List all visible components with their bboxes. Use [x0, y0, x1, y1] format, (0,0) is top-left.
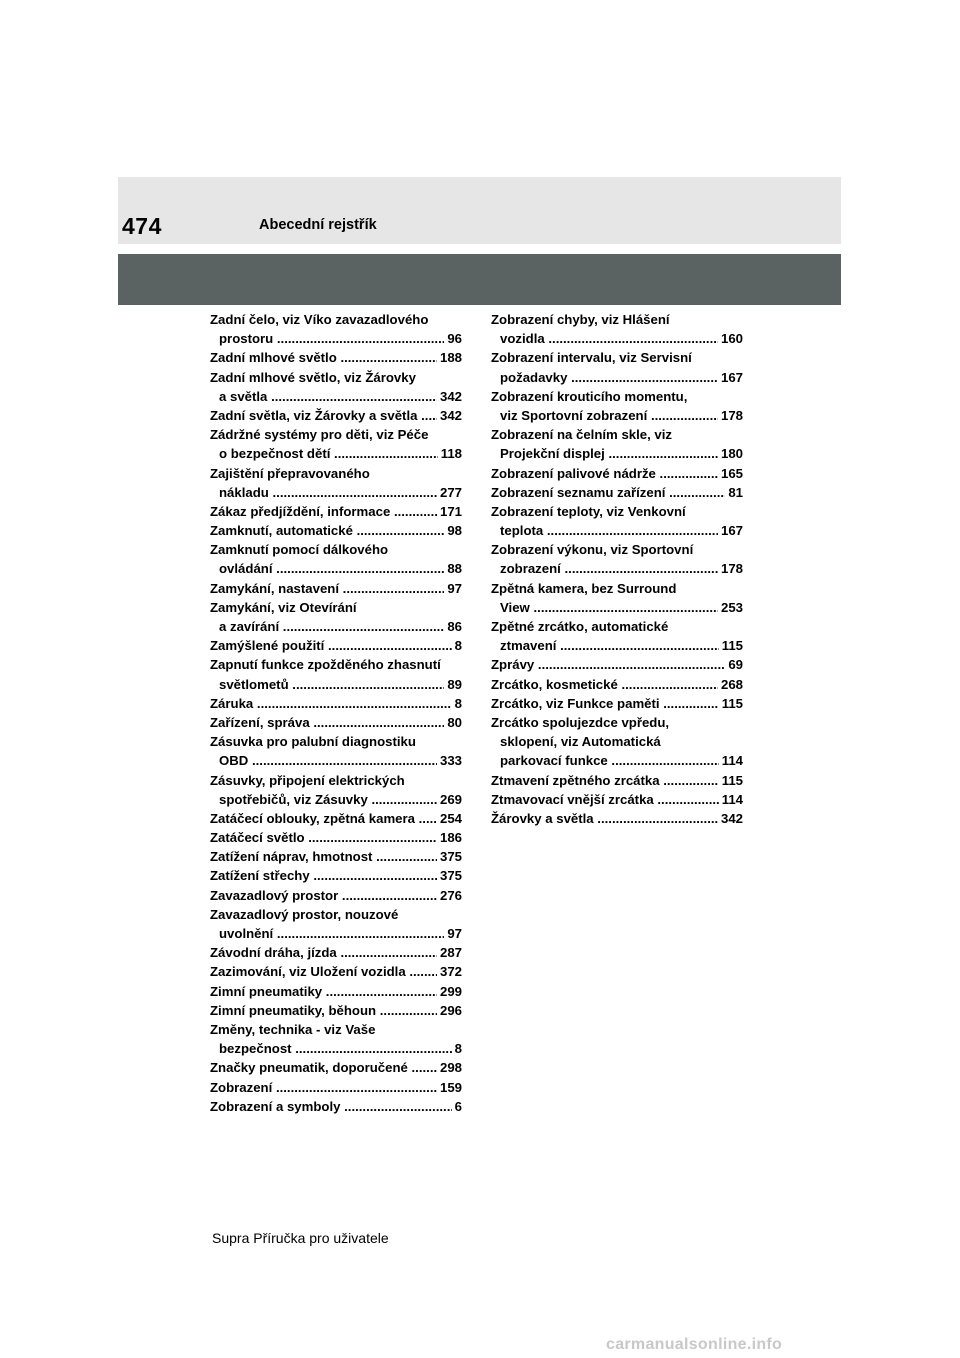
index-entry-page: 96: [444, 329, 462, 348]
index-entry-text: Žárovky a světla .....: [491, 809, 743, 828]
index-entry-text: Zpětné zrcátko, automatické: [491, 619, 669, 634]
index-entry-text: nákladu .....: [210, 483, 462, 502]
index-entry: [210, 1078, 462, 1097]
index-entry-text: Zadní čelo, viz Víko zavazadlového: [210, 312, 429, 327]
index-entry-text: bezpečnost .....: [210, 1039, 462, 1058]
index-entry-text: spotřebičů, viz Zásuvky .....: [210, 790, 462, 809]
index-entry: [210, 962, 462, 981]
index-entry-text: Ztmavovací vnější zrcátka .....: [491, 790, 743, 809]
index-entry: [491, 579, 743, 598]
watermark: carmanualsonline.info: [606, 1336, 783, 1353]
index-column-left: [210, 310, 462, 1116]
index-entry-page: 118: [438, 444, 462, 463]
index-entry-page: 276: [437, 886, 462, 905]
index-entry-text: Zadní mlhové světlo, viz Žárovky: [210, 369, 416, 385]
index-entry-text: Zamknutí pomocí dálkového: [210, 542, 389, 558]
index-entry-text: Zařízení, správa .....: [210, 713, 462, 732]
index-entry: [210, 1001, 462, 1020]
index-entry-page: 8: [452, 636, 462, 655]
index-entry-text: sklopení, viz Automatická: [500, 734, 661, 750]
index-entry: [491, 521, 743, 540]
index-entry-text: a zavírání .....: [210, 617, 462, 636]
index-entry-page: 6: [452, 1097, 462, 1116]
index-entry-text: Zatáčecí světlo .....: [210, 828, 462, 847]
index-entry-text: a světla .....: [210, 387, 462, 406]
index-entry: [210, 694, 462, 713]
index-entry-text: Zatížení střechy .....: [210, 866, 462, 885]
index-entry-text: Značky pneumatik, doporučené .....: [210, 1058, 462, 1077]
index-entry: [491, 310, 743, 329]
index-entry-text: Zásuvky, připojení elektrických: [210, 772, 405, 788]
index-entry: [491, 502, 743, 521]
index-entry-page: 114: [719, 751, 743, 770]
index-entry: [210, 406, 462, 425]
index-entry-text: Zamknutí, automatické .....: [210, 521, 462, 540]
index-entry-text: světlometů .....: [210, 675, 462, 694]
index-entry-page: 269: [437, 790, 462, 809]
index-entry: [210, 943, 462, 962]
index-entry-page: 171: [437, 502, 462, 521]
index-entry: [210, 1058, 462, 1077]
index-entry-text: Zobrazení a symboly .....: [210, 1097, 462, 1116]
index-entry-page: 333: [437, 751, 462, 770]
index-entry-text: Zatížení náprav, hmotnost .....: [210, 847, 462, 866]
index-entry: [210, 809, 462, 828]
index-entry-page: 88: [444, 559, 462, 578]
index-entry: [491, 464, 743, 483]
index-entry-text: Zprávy .....: [491, 655, 743, 674]
index-entry-text: Zobrazení palivové nádrže .....: [491, 464, 743, 483]
index-entry-text: Zobrazení intervalu, viz Servisní: [491, 350, 692, 366]
index-entry-page: 8: [452, 1039, 462, 1058]
index-entry-page: 97: [444, 924, 462, 943]
index-entry: [210, 771, 462, 790]
index-entry-text: o bezpečnost dětí .....: [210, 444, 462, 463]
index-entry-page: 89: [444, 675, 462, 694]
index-entry: [210, 310, 462, 329]
index-entry-text: Zapnutí funkce zpožděného zhasnutí: [210, 657, 441, 673]
index-entry-page: 296: [437, 1001, 462, 1020]
index-entry: [210, 540, 462, 559]
index-entry: [210, 982, 462, 1001]
index-entry-text: Záruka .....: [210, 694, 462, 713]
index-entry-page: 277: [437, 483, 462, 502]
index-entry: [210, 790, 462, 809]
header-band: [118, 177, 841, 244]
index-column-right: [491, 310, 743, 828]
index-entry: [210, 1097, 462, 1116]
index-entry-text: Zrcátko, kosmetické .....: [491, 675, 743, 694]
index-entry: [491, 406, 743, 425]
index-entry-page: 342: [718, 809, 743, 828]
index-entry-text: Zobrazení výkonu, viz Sportovní: [491, 542, 694, 558]
index-entry-text: viz Sportovní zobrazení .....: [491, 406, 743, 425]
index-entry-page: 298: [437, 1058, 462, 1077]
index-entry: [210, 732, 462, 751]
index-entry-text: Zamykání, viz Otevírání: [210, 599, 357, 615]
index-entry-page: 287: [437, 943, 462, 962]
index-entry-text: Závodní dráha, jízda .....: [210, 943, 462, 962]
index-entry: [210, 521, 462, 540]
index-entry: [491, 694, 743, 713]
index-entry: [491, 444, 743, 463]
index-entry-text: ztmavení .....: [491, 636, 743, 655]
index-entry-text: Zobrazení seznamu zařízení .....: [491, 483, 743, 502]
index-entry-page: 97: [444, 579, 462, 598]
index-entry-page: 375: [437, 847, 462, 866]
index-entry: [210, 924, 462, 943]
index-entry: [491, 425, 743, 444]
index-entry: [210, 751, 462, 770]
index-entry-page: 178: [718, 559, 743, 578]
index-entry-page: 114: [719, 790, 743, 809]
index-entry-page: 178: [718, 406, 743, 425]
index-entry-text: Projekční displej .....: [491, 444, 743, 463]
index-entry-text: parkovací funkce .....: [491, 751, 743, 770]
index-entry: [491, 348, 743, 367]
index-entry-text: Zatáčecí oblouky, zpětná kamera .....: [210, 809, 462, 828]
index-entry-page: 80: [444, 713, 462, 732]
index-entry: [210, 847, 462, 866]
index-entry: [491, 540, 743, 559]
index-entry: [210, 636, 462, 655]
index-entry-page: 167: [718, 521, 743, 540]
index-entry-page: 115: [719, 771, 743, 790]
index-entry-page: 160: [718, 329, 743, 348]
index-entry-page: 86: [444, 617, 462, 636]
index-entry-text: Zamýšlené použití .....: [210, 636, 462, 655]
index-entry: [210, 828, 462, 847]
index-entry: [210, 559, 462, 578]
page-number: 474: [122, 213, 162, 239]
footer-text: Supra Příručka pro uživatele: [212, 1230, 389, 1246]
index-entry-text: prostoru .....: [210, 329, 462, 348]
index-entry: [491, 713, 743, 732]
index-entry: [210, 368, 462, 387]
index-entry: [491, 790, 743, 809]
index-entry-text: Zavazadlový prostor .....: [210, 886, 462, 905]
section-title: Abecední rejstřík: [259, 217, 377, 233]
index-entry-page: 69: [725, 655, 743, 674]
index-entry-page: 159: [437, 1078, 462, 1097]
index-entry-text: Zádržné systémy pro děti, viz Péče: [210, 427, 429, 443]
index-entry-text: uvolnění .....: [210, 924, 462, 943]
index-entry-text: Zobrazení chyby, viz Hlášení: [491, 312, 670, 327]
index-entry-page: 115: [719, 694, 743, 713]
index-entry-page: 115: [719, 636, 743, 655]
index-entry-page: 167: [718, 368, 743, 387]
index-entry-text: Změny, technika - viz Vaše: [210, 1021, 376, 1037]
index-entry-page: 188: [437, 348, 462, 367]
index-entry: [491, 617, 743, 636]
index-entry: [491, 368, 743, 387]
index-entry: [210, 886, 462, 905]
index-entry: [210, 502, 462, 521]
index-entry-text: OBD .....: [210, 751, 462, 770]
index-entry-text: Zobrazení .....: [210, 1078, 462, 1097]
index-entry-page: 186: [437, 828, 462, 847]
index-entry-text: Zimní pneumatiky .....: [210, 982, 462, 1001]
index-entry-page: 165: [718, 464, 743, 483]
index-entry-text: View .....: [491, 598, 743, 617]
index-entry-text: Zobrazení krouticího momentu,: [491, 388, 688, 404]
index-entry: [491, 751, 743, 770]
index-entry-page: 8: [452, 694, 462, 713]
index-entry: [491, 771, 743, 790]
index-entry-page: 180: [718, 444, 743, 463]
index-entry-page: 375: [437, 866, 462, 885]
index-entry: [491, 809, 743, 828]
index-entry: [210, 713, 462, 732]
index-entry: [491, 329, 743, 348]
index-entry: [491, 559, 743, 578]
index-entry-text: Zásuvka pro palubní diagnostiku: [210, 734, 416, 750]
index-entry: [210, 425, 462, 444]
index-entry-text: Zajištění přepravovaného: [210, 465, 370, 481]
index-entry: [210, 905, 462, 924]
index-entry-page: 342: [437, 406, 462, 425]
index-entry-page: 98: [444, 521, 462, 540]
index-entry: [491, 732, 743, 751]
index-entry: [491, 655, 743, 674]
index-entry-text: Zobrazení teploty, viz Venkovní: [491, 503, 686, 519]
section-bar: [118, 254, 841, 305]
index-entry-text: Zimní pneumatiky, běhoun .....: [210, 1001, 462, 1020]
index-entry-page: 299: [437, 982, 462, 1001]
index-entry-page: 81: [725, 483, 743, 502]
index-entry-text: Zrcátko, viz Funkce paměti .....: [491, 694, 743, 713]
index-entry-text: Zrcátko spolujezdce vpředu,: [491, 714, 670, 730]
index-entry: [210, 483, 462, 502]
index-entry-text: teplota .....: [491, 521, 743, 540]
index-entry: [210, 617, 462, 636]
index-entry: [210, 1020, 462, 1039]
index-entry: [210, 598, 462, 617]
index-entry-page: 253: [718, 598, 743, 617]
index-entry-page: 254: [437, 809, 462, 828]
index-entry-page: 268: [718, 675, 743, 694]
index-entry-text: ovládání .....: [210, 559, 462, 578]
index-entry-text: Zpětná kamera, bez Surround: [491, 580, 677, 596]
index-entry-text: Zadní světla, viz Žárovky a světla .....: [210, 406, 462, 425]
index-entry: [210, 675, 462, 694]
index-entry: [491, 636, 743, 655]
index-entry-text: vozidla .....: [491, 329, 743, 348]
index-entry-text: požadavky .....: [491, 368, 743, 387]
index-entry: [491, 598, 743, 617]
index-entry: [210, 1039, 462, 1058]
index-entry: [210, 444, 462, 463]
index-entry-text: Zamykání, nastavení .....: [210, 579, 462, 598]
index-entry: [210, 866, 462, 885]
index-entry-text: Zadní mlhové světlo .....: [210, 348, 462, 367]
index-entry-text: Zavazadlový prostor, nouzové: [210, 906, 399, 922]
index-entry: [491, 483, 743, 502]
index-entry: [210, 387, 462, 406]
index-entry-page: 372: [437, 962, 462, 981]
index-entry-text: Ztmavení zpětného zrcátka .....: [491, 771, 743, 790]
index-entry: [491, 675, 743, 694]
index-entry: [491, 387, 743, 406]
index-entry-text: zobrazení .....: [491, 559, 743, 578]
index-entry-page: 342: [437, 387, 462, 406]
index-entry-text: Zazimování, viz Uložení vozidla .....: [210, 962, 462, 981]
index-entry: [210, 464, 462, 483]
index-entry-text: Zákaz předjíždění, informace .....: [210, 502, 462, 521]
index-entry-text: Zobrazení na čelním skle, viz: [491, 427, 673, 443]
index-entry: [210, 348, 462, 367]
index-entry: [210, 579, 462, 598]
index-entry: [210, 329, 462, 348]
index-entry: [210, 655, 462, 674]
